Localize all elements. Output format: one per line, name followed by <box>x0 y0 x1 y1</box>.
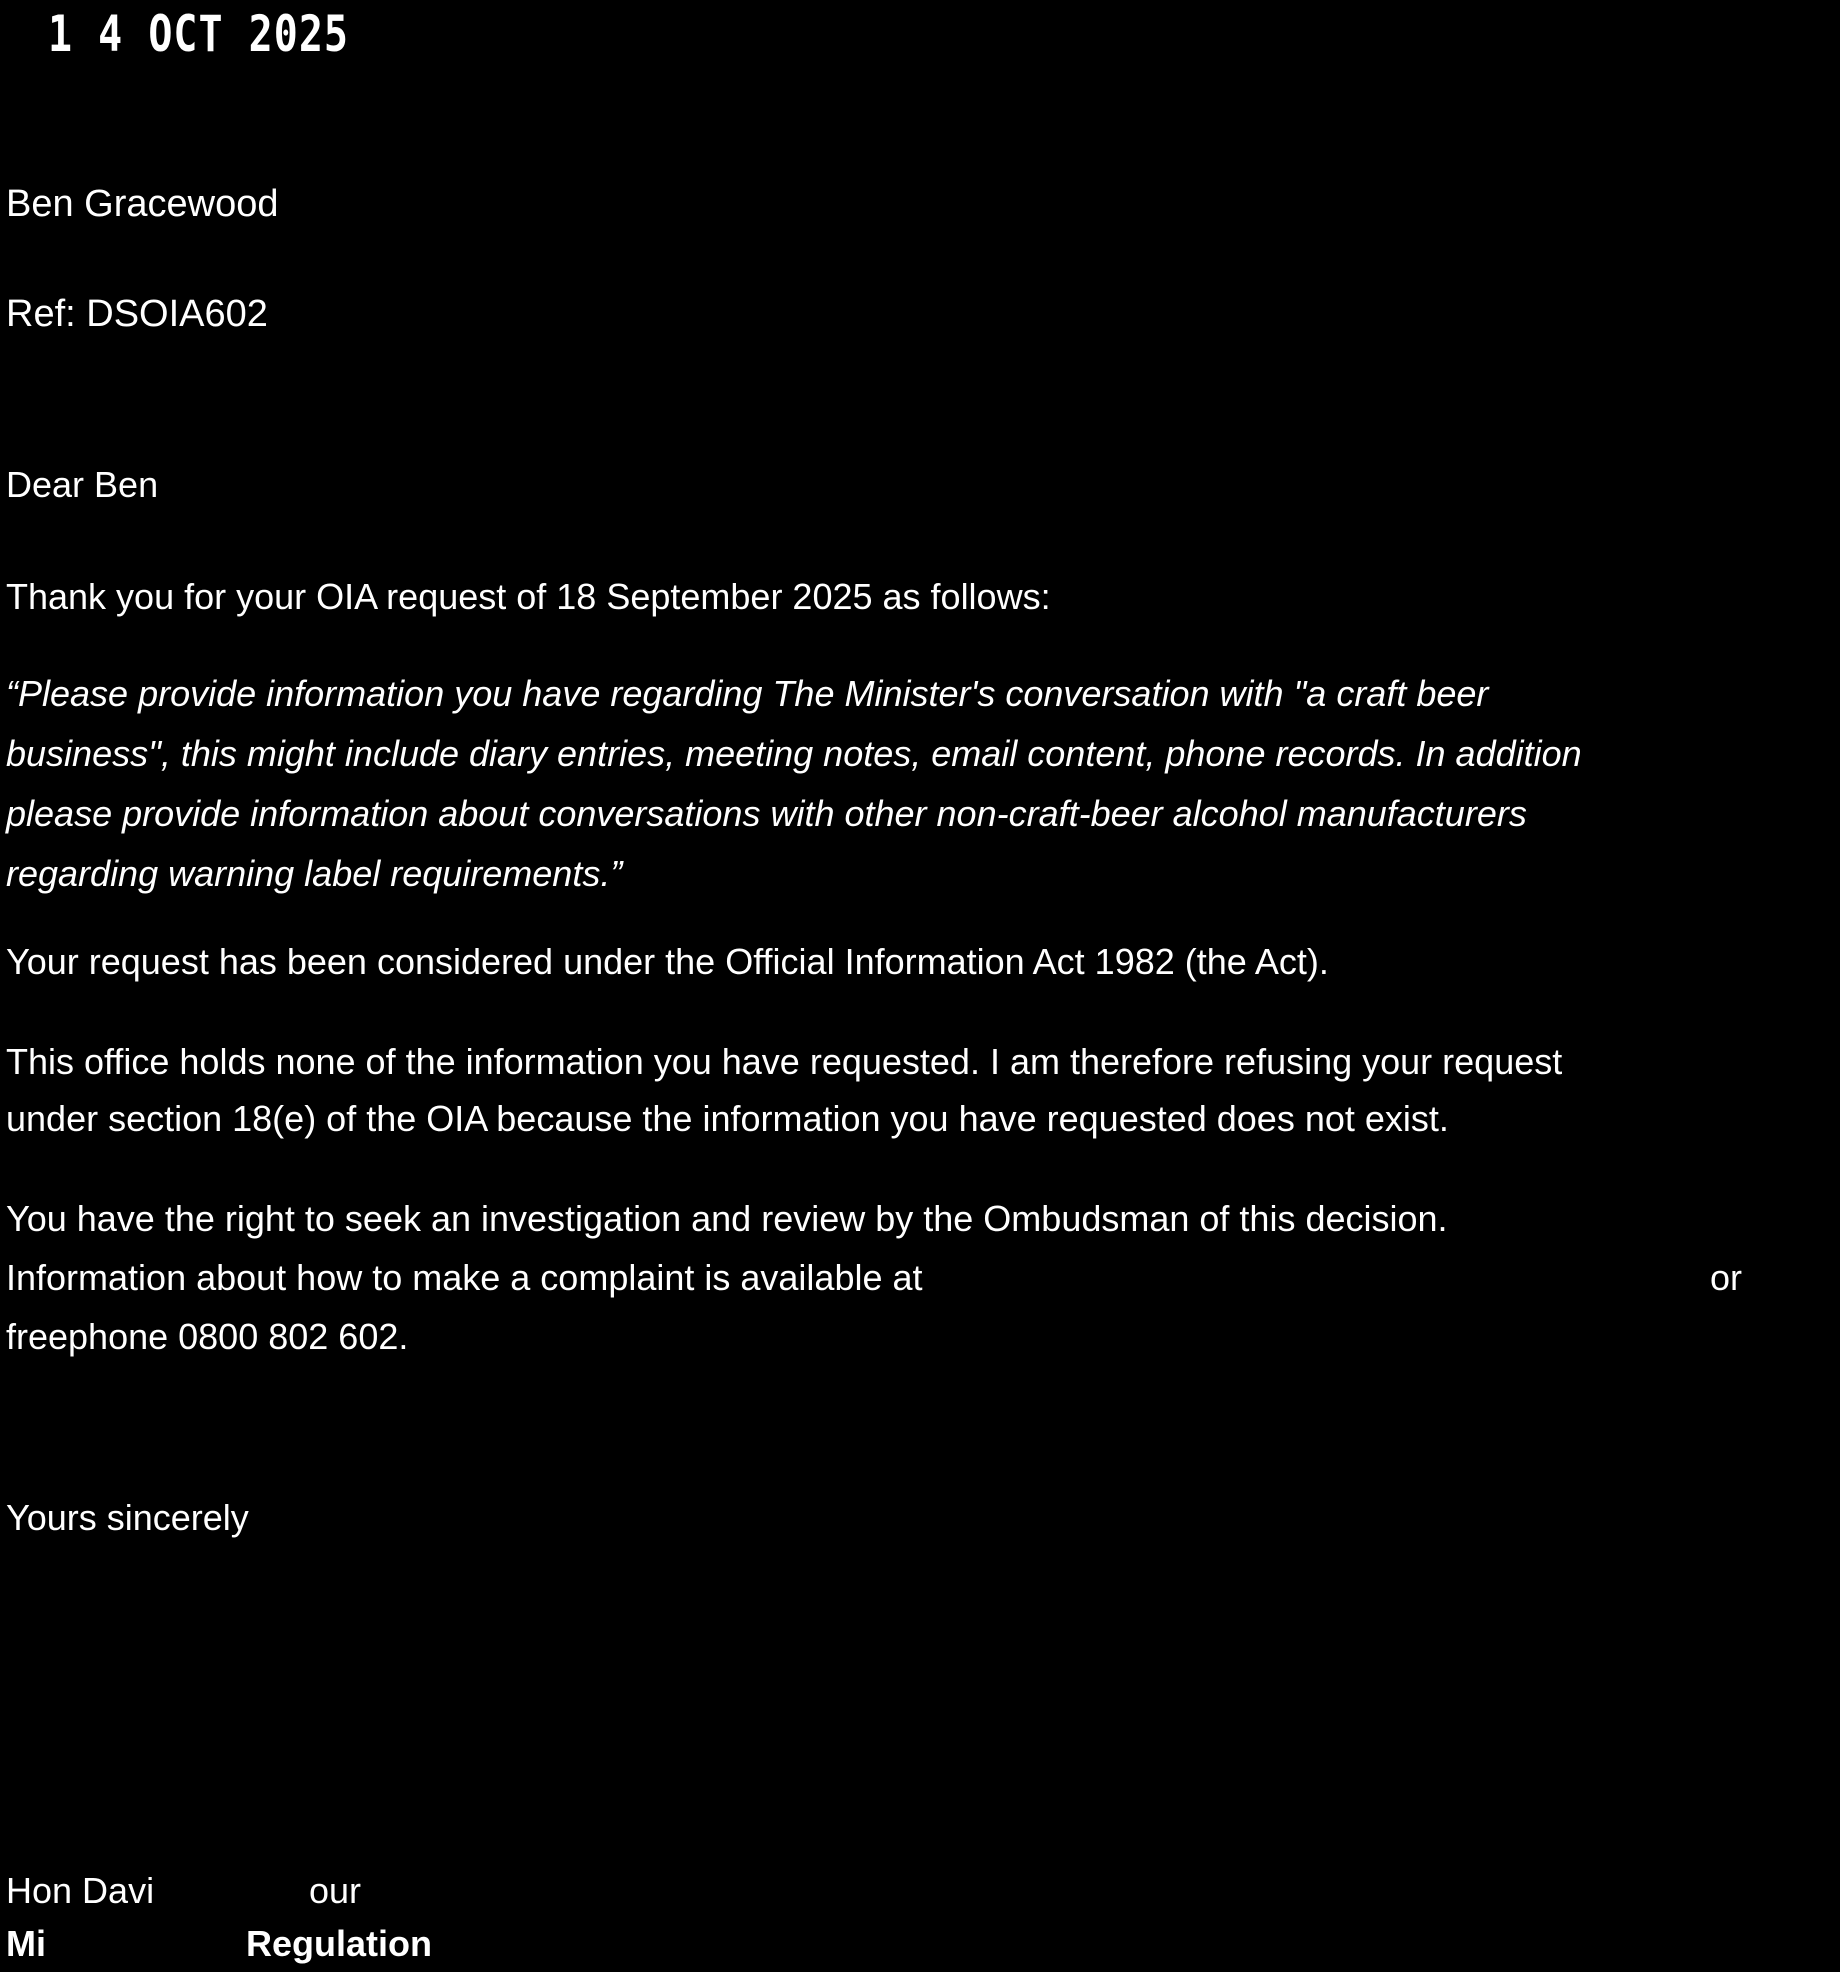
quote-line-3: please provide information about conversations with other non-craft-beer alcohol manufacturers <box>6 793 1527 834</box>
ombudsman-line-2-text: Information about how to make a complaint is available at <box>6 1257 923 1298</box>
signature-title-left: Mi <box>6 1923 46 1964</box>
quote-line-1: “Please provide information you have regarding The Minister's conversation with "a craft beer <box>6 673 1489 714</box>
refusal-paragraph <box>6 1033 1562 1147</box>
ombudsman-line-2 <box>6 1248 1743 1307</box>
recipient-name: Ben Gracewood <box>6 183 279 225</box>
quoted-request-paragraph <box>6 664 1582 904</box>
signature-title-line <box>6 1923 432 1965</box>
ombudsman-line-3: freephone 0800 802 602. <box>6 1316 409 1357</box>
reference-line: Ref: DSOIA602 <box>6 293 268 335</box>
refusal-line-2: under section 18(e) of the OIA because the information you have requested does not exist. <box>6 1098 1449 1139</box>
refusal-line-1: This office holds none of the information you have requested. I am therefore refusing your request <box>6 1041 1563 1082</box>
ombudsman-line-2-or: or <box>1710 1257 1743 1298</box>
date-stamp: 1 4 OCT 2025 <box>48 6 349 64</box>
quote-line-2: business", this might include diary entries, meeting notes, email content, phone records. In addition <box>6 733 1582 774</box>
ombudsman-paragraph <box>6 1189 1743 1366</box>
intro-paragraph: Thank you for your OIA request of 18 September 2025 as follows: <box>6 576 1051 617</box>
closing-valediction: Yours sincerely <box>6 1497 249 1538</box>
signature-name-left: Hon Davi <box>6 1870 155 1911</box>
signature-name-line <box>6 1870 362 1912</box>
quote-line-4: regarding warning label requirements.” <box>6 853 623 894</box>
decision-act-paragraph: Your request has been considered under the Official Information Act 1982 (the Act). <box>6 941 1329 982</box>
ombudsman-line-1: You have the right to seek an investigation and review by the Ombudsman of this decision. <box>6 1198 1448 1239</box>
signature-title-right: Regulation <box>246 1923 432 1964</box>
salutation: Dear Ben <box>6 464 159 505</box>
redacted-url-region <box>933 1262 1523 1298</box>
signature-name-right: our <box>309 1870 362 1911</box>
